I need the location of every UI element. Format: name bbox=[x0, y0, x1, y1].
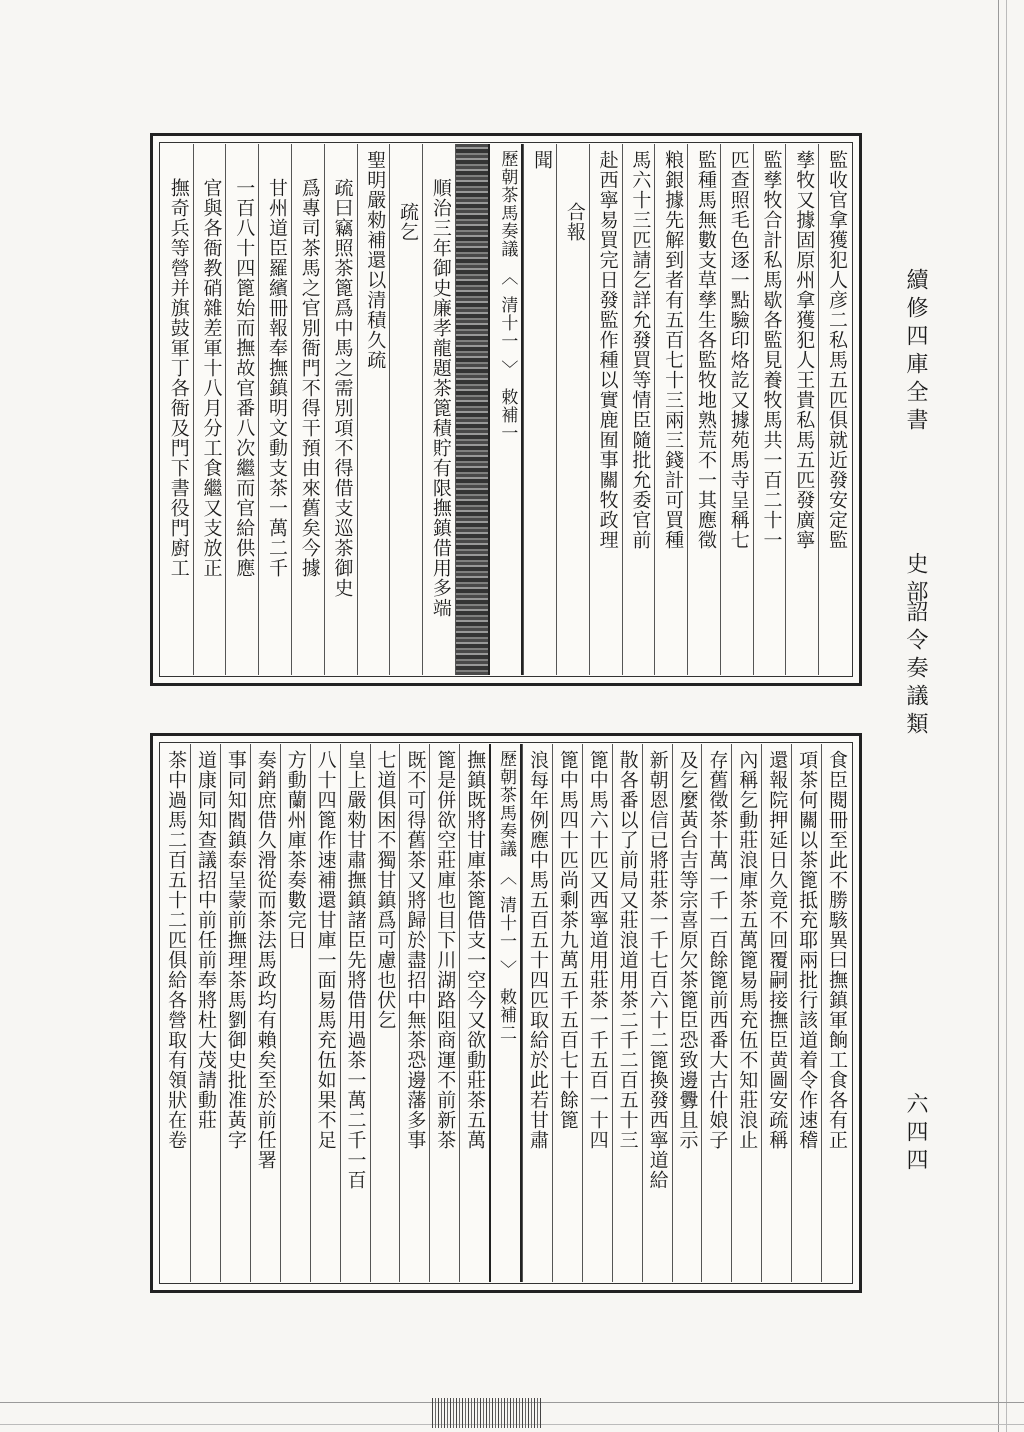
text-column: 監種馬無數支草孳生各監牧地熟荒不一其應徵 bbox=[687, 144, 720, 675]
text-column: 皇上嚴勑甘肅撫鎮諸臣先將借用過茶一萬二千一百 bbox=[340, 744, 370, 1282]
text-column: 存舊徵茶十萬一千一百餘篦前西番大古什娘子 bbox=[701, 744, 731, 1282]
bottom-page-panel bbox=[150, 733, 862, 1293]
text-column: 新朝恩信已將莊茶一千七百六十二篦換發西寧道給 bbox=[642, 744, 672, 1282]
text-column: 順治三年御史廉孝龍題茶篦積貯有限撫鎮借用多端 bbox=[422, 144, 455, 675]
text-column: 七道俱困不獨甘鎮爲可慮也伏乞 bbox=[370, 744, 400, 1282]
center-title: 歷朝茶馬奏議 bbox=[497, 150, 518, 258]
text-column: 還報院押延日久竟不回覆嗣接撫臣黄圖安疏稱 bbox=[761, 744, 791, 1282]
text-column: 聖明嚴勑補還以清積久疏 bbox=[357, 144, 390, 675]
bottom-text-columns bbox=[161, 744, 851, 1282]
scan-edge-right bbox=[998, 0, 999, 1432]
top-page-panel bbox=[150, 133, 862, 686]
scan-artifact bbox=[432, 1398, 542, 1428]
text-column: 食臣閱冊至此不勝駭異曰撫鎮軍餉工食各有正 bbox=[821, 744, 851, 1282]
text-column: 奏銷庶借久滑從而茶法馬政均有賴矣至於前任署 bbox=[250, 744, 280, 1282]
text-column: 內稱乞動莊浪庫茶五萬篦易馬充伍不知莊浪止 bbox=[731, 744, 761, 1282]
text-column: 爲專司茶馬之官別衙門不得干預由來舊矣今據 bbox=[291, 144, 324, 675]
text-column: 馬六十三匹請乞詳允發買等情臣隨批允委官前 bbox=[622, 144, 655, 675]
text-column: 官與各衙教硝雜差軍十八月分工食繼又支放正 bbox=[193, 144, 226, 675]
text-column: 篦中馬四十匹尚剩茶九萬五千五百七十餘篦 bbox=[552, 744, 582, 1282]
text-column: 監孳牧合計私馬歇各監見養牧馬共一百二十一 bbox=[753, 144, 786, 675]
text-column: 浪每年例應中馬五百五十四匹取給於此若甘肅 bbox=[522, 744, 552, 1282]
page-number: 六四四 bbox=[903, 1092, 928, 1176]
text-column: 監收官拿獲犯人彦二私馬五匹俱就近發安定監 bbox=[818, 144, 851, 675]
series-title: 續修四庫全書 bbox=[903, 268, 928, 436]
text-column: 撫奇兵等營并旗鼓軍丁各衙及門下書役門廚工 bbox=[167, 178, 190, 578]
text-column: 篦是併欲空莊庫也目下川湖路阻商運不前新茶 bbox=[429, 744, 459, 1282]
section-label: 史部 bbox=[903, 552, 928, 608]
text-column: 粮銀據先解到者有五百七十三兩三錢計可買種 bbox=[654, 144, 687, 675]
text-column: 篦中馬六十匹又西寧道用莊茶一千五百一十四 bbox=[582, 744, 612, 1282]
text-column: 項茶何關以茶篦抵充耶兩批行該道着令作速稽 bbox=[791, 744, 821, 1282]
center-volume: 清十一 bbox=[496, 896, 517, 950]
fold-center-column: 歷朝茶馬奏議︿清十一﹀敕補二 bbox=[489, 744, 522, 1282]
text-column: 疏曰竊照茶篦爲中馬之需別項不得借支巡茶御史 bbox=[324, 144, 357, 675]
text-column: 八十四篦作速補還甘庫一面易馬充伍如果不足 bbox=[310, 744, 340, 1282]
text-column: 撫鎮既將甘庫茶篦借支一空今又欲動莊茶五萬 bbox=[459, 744, 489, 1282]
text-column: 一百八十四篦始而撫故官番八次繼而官給供應 bbox=[225, 144, 258, 675]
text-column: 方動蘭州庫茶奏數完日 bbox=[280, 744, 310, 1282]
text-column: 孳牧又據固原州拿獲犯人王貴私馬五匹發廣寧 bbox=[785, 144, 818, 675]
text-column: 甘州道臣羅繽冊報奉撫鎮明文動支茶一萬二千 bbox=[258, 144, 291, 675]
scan-edge-right-2 bbox=[1006, 0, 1007, 1432]
scan-shadow bbox=[456, 144, 488, 675]
text-column: 茶中過馬二百五十二匹俱給各營取有領狀在卷 bbox=[165, 750, 188, 1150]
scan-shadow-column bbox=[455, 144, 488, 675]
text-column: 既不可得舊茶又將歸於盡招中無茶恐邊藩多事 bbox=[399, 744, 429, 1282]
center-volume: 清十一 bbox=[497, 296, 518, 350]
text-column: 匹查照毛色逐一點驗印烙訖又據苑馬寺呈稱七 bbox=[720, 144, 753, 675]
text-column: 道康同知查議招中前任前奉將杜大茂請動莊 bbox=[190, 744, 220, 1282]
center-page: 敕補二 bbox=[496, 988, 517, 1042]
text-column: 聞 bbox=[523, 144, 556, 675]
text-column: 疏乞 bbox=[389, 144, 422, 675]
text-column: 及乞麼黃台吉等宗喜原欠茶篦臣恐致邊釁且示 bbox=[672, 744, 702, 1282]
text-column: 散各番以了前局又莊浪道用茶二千二百五十三 bbox=[612, 744, 642, 1282]
category-label: 詔令奏議類 bbox=[903, 600, 928, 740]
center-page: 敕補一 bbox=[497, 388, 518, 442]
fold-center-column: 歷朝茶馬奏議︿清十一﹀敕補一 bbox=[488, 144, 524, 675]
center-title: 歷朝茶馬奏議 bbox=[496, 750, 517, 858]
text-column: 合報 bbox=[556, 144, 589, 675]
top-text-columns bbox=[161, 144, 851, 675]
text-column: 事同知閻鎮泰呈蒙前撫理茶馬劉御史批准黃字 bbox=[220, 744, 250, 1282]
text-column: 赴西寧易買完日發監作種以實鹿囿事關牧政理 bbox=[589, 144, 622, 675]
